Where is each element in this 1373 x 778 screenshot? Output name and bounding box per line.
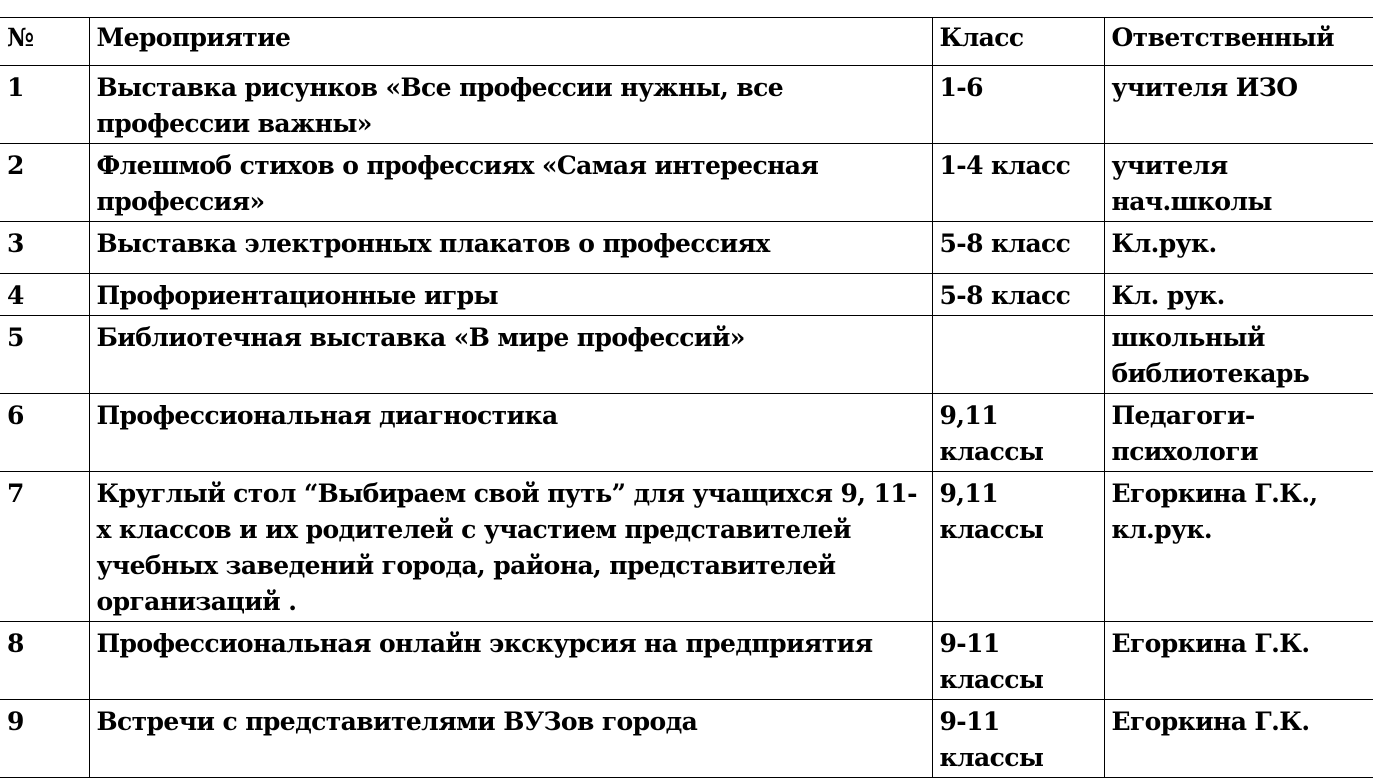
row-event: Круглый стол “Выбираем свой путь” для учащихся 9, 11- х классов и их родителей с участием представителей учебных заведений города, района, представителей организаций .	[89, 472, 932, 622]
row-number: 8	[0, 622, 89, 700]
row-responsible: Егоркина Г.К.	[1104, 700, 1373, 778]
row-grade: 5-8 класс	[932, 274, 1104, 316]
row-responsible: учителя нач.школы	[1104, 144, 1373, 222]
row-number: 5	[0, 316, 89, 394]
table-row	[0, 394, 1373, 472]
header-number: №	[0, 18, 89, 66]
row-event: Профессиональная онлайн экскурсия на предприятия	[89, 622, 932, 700]
row-grade: 1-6	[932, 66, 1104, 144]
table-header-row	[0, 18, 1373, 66]
career-events-table	[0, 17, 1373, 778]
row-number: 6	[0, 394, 89, 472]
table-row	[0, 274, 1373, 316]
row-number: 7	[0, 472, 89, 622]
table-row	[0, 316, 1373, 394]
table-row	[0, 622, 1373, 700]
header-event: Мероприятие	[89, 18, 932, 66]
table-row	[0, 472, 1373, 622]
row-grade: 5-8 класс	[932, 222, 1104, 274]
row-number: 1	[0, 66, 89, 144]
row-responsible: Егоркина Г.К., кл.рук.	[1104, 472, 1373, 622]
document-sheet	[0, 17, 1373, 778]
row-responsible: Егоркина Г.К.	[1104, 622, 1373, 700]
header-grade: Класс	[932, 18, 1104, 66]
row-event: Профессиональная диагностика	[89, 394, 932, 472]
header-responsible: Ответственный	[1104, 18, 1373, 66]
row-responsible: Кл.рук.	[1104, 222, 1373, 274]
row-event: Библиотечная выставка «В мире профессий»	[89, 316, 932, 394]
row-event: Выставка электронных плакатов о профессиях	[89, 222, 932, 274]
row-grade	[932, 316, 1104, 394]
row-number: 9	[0, 700, 89, 778]
row-responsible: Педагоги-психологи	[1104, 394, 1373, 472]
row-number: 2	[0, 144, 89, 222]
table-row	[0, 144, 1373, 222]
row-responsible: школьный библиотекарь	[1104, 316, 1373, 394]
row-number: 3	[0, 222, 89, 274]
row-responsible: Кл. рук.	[1104, 274, 1373, 316]
table-row	[0, 222, 1373, 274]
row-grade: 9-11 классы	[932, 622, 1104, 700]
row-event: Профориентационные игры	[89, 274, 932, 316]
table-row	[0, 66, 1373, 144]
table-row	[0, 700, 1373, 778]
row-grade: 9,11 классы	[932, 472, 1104, 622]
row-grade: 9,11 классы	[932, 394, 1104, 472]
row-responsible: учителя ИЗО	[1104, 66, 1373, 144]
row-event: Выставка рисунков «Все профессии нужны, все профессии важны»	[89, 66, 932, 144]
row-event: Встречи с представителями ВУЗов города	[89, 700, 932, 778]
row-number: 4	[0, 274, 89, 316]
row-grade: 9-11 классы	[932, 700, 1104, 778]
row-event: Флешмоб стихов о профессиях «Самая интересная профессия»	[89, 144, 932, 222]
row-grade: 1-4 класс	[932, 144, 1104, 222]
